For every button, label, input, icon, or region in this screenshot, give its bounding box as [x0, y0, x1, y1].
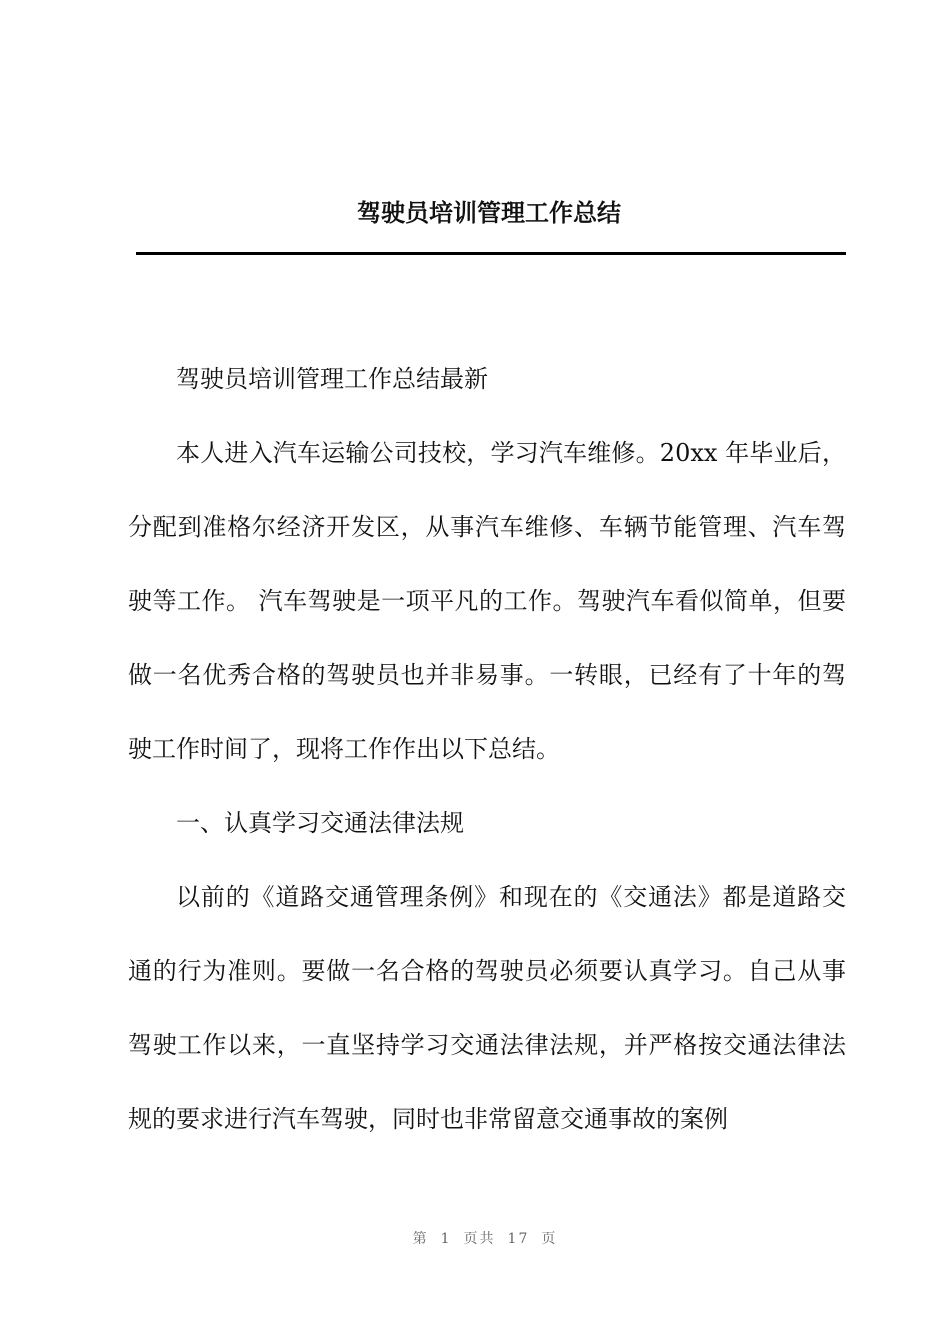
section-heading-1: 一、认真学习交通法律法规	[176, 809, 464, 837]
document-body	[128, 342, 846, 1156]
footer-total-pages: 17	[507, 1231, 530, 1247]
paragraph-subtitle: 驾驶员培训管理工作总结最新	[176, 365, 488, 393]
page-footer	[0, 1228, 950, 1250]
paragraph-intro: 本人进入汽车运输公司技校，学习汽车维修。20xx 年毕业后，分配到准格尔经济开发区，从事汽车维修、车辆节能管理、汽车驾驶等工作。 汽车驾驶是一项平凡的工作。驾驶汽车看似简单，但要做一名优秀合格的驾驶员也并非易事。一转眼，已经有了十年的驾驶工作时间了，现将工作作出以下总结。	[128, 439, 846, 763]
footer-prefix: 第	[412, 1231, 429, 1247]
paragraph-section-1: 以前的《道路交通管理条例》和现在的《交通法》都是道路交通的行为准则。要做一名合格的驾驶员必须要认真学习。自己从事驾驶工作以来，一直坚持学习交通法律法规，并严格按交通法律法规的要求进行汽车驾驶，同时也非常留意交通事故的案例	[128, 883, 846, 1133]
title-divider	[136, 252, 846, 255]
footer-current-page: 1	[440, 1231, 452, 1247]
document-title: 驾驶员培训管理工作总结	[357, 198, 621, 227]
footer-middle: 页共	[463, 1231, 496, 1247]
footer-suffix: 页	[541, 1231, 558, 1247]
